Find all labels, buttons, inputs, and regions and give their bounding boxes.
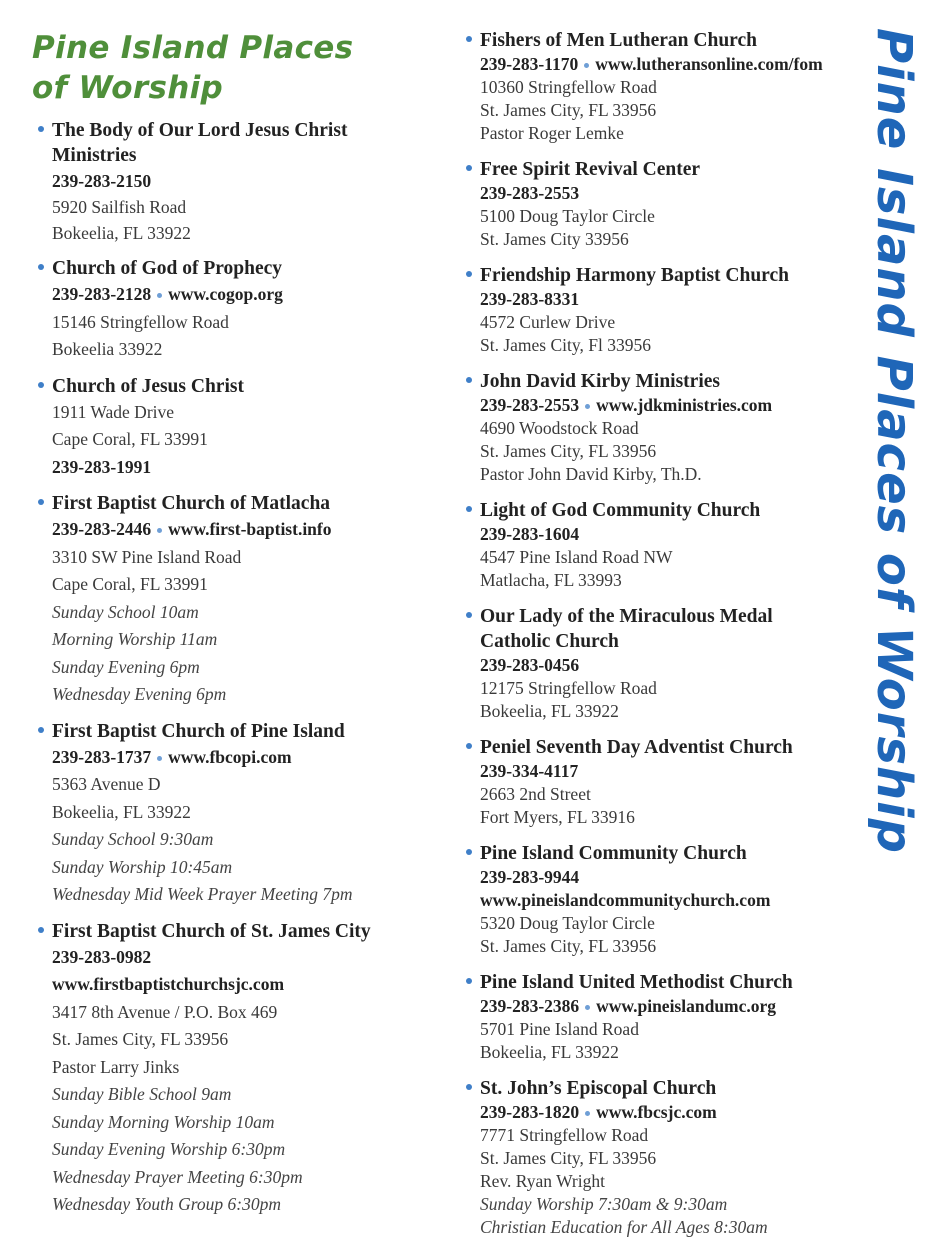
address-line: St. James City, FL 33956 xyxy=(480,1148,657,1168)
bullet-icon xyxy=(466,165,472,171)
contact-line xyxy=(52,281,434,309)
website-link[interactable]: www.first-baptist.info xyxy=(168,519,332,539)
service-time: Morning Worship 11am xyxy=(52,629,218,649)
side-title: Pine Island Places of Worship xyxy=(866,28,922,854)
bullet-icon xyxy=(38,382,44,388)
address-line: 1911 Wade Drive xyxy=(52,401,175,422)
contact-line xyxy=(52,744,434,772)
church-name: Free Spirit Revival Center xyxy=(480,159,701,180)
church-entry xyxy=(34,374,434,482)
contact-line xyxy=(480,394,857,417)
separator-dot-icon xyxy=(585,404,590,409)
service-time: Sunday School 10am xyxy=(52,601,199,622)
address-line: Pastor John David Kirby, Th.D. xyxy=(480,464,702,484)
church-entry xyxy=(462,735,857,829)
website-link[interactable]: www.pineislandcommunitychurch.com xyxy=(480,890,771,910)
address-line: St. James City, Fl 33956 xyxy=(480,335,651,355)
website-link[interactable]: www.cogop.org xyxy=(168,284,283,304)
page-title-line-1: Pine Island Places xyxy=(32,30,354,66)
address-line: 5920 Sailfish Road xyxy=(52,197,187,217)
service-time: Sunday Worship 7:30am & 9:30am xyxy=(480,1194,728,1214)
church-name: Fishers of Men Lutheran Church xyxy=(480,30,757,51)
church-entry xyxy=(462,604,857,723)
phone-number: 239-283-0456 xyxy=(480,655,580,675)
phone-number: 239-283-1820 xyxy=(480,1102,580,1122)
website-link[interactable]: www.pineislandumc.org xyxy=(596,996,777,1016)
phone-number: 239-283-9944 xyxy=(480,867,580,887)
bullet-icon xyxy=(38,126,44,132)
church-name: John David Kirby Ministries xyxy=(480,371,720,392)
church-name: Catholic Church xyxy=(480,631,619,652)
address-line: 2663 2nd Street xyxy=(480,784,591,804)
service-time: Sunday Worship 10:45am xyxy=(52,856,233,877)
address-line: St. James City, FL 33956 xyxy=(480,441,657,461)
church-entry xyxy=(462,970,857,1064)
church-name: Light of God Community Church xyxy=(480,500,761,521)
right-column xyxy=(462,28,857,1251)
phone-number: 239-283-2386 xyxy=(480,996,580,1016)
website-link[interactable]: www.lutheransonline.com/fom xyxy=(595,54,823,74)
bullet-icon xyxy=(38,727,44,733)
phone-number: 239-283-2446 xyxy=(52,519,152,539)
bullet-icon xyxy=(466,612,472,618)
address-line: 7771 Stringfellow Road xyxy=(480,1125,649,1145)
side-banner xyxy=(866,28,922,868)
bullet-icon xyxy=(38,264,44,270)
church-entry xyxy=(462,1076,857,1239)
address-line: St. James City, FL 33956 xyxy=(480,100,657,120)
church-name: Church of Jesus Christ xyxy=(52,375,244,397)
separator-dot-icon xyxy=(157,756,162,761)
website-link[interactable]: www.fbcsjc.com xyxy=(596,1102,717,1122)
address-line: Bokeelia, FL 33922 xyxy=(480,701,619,721)
service-time: Wednesday Evening 6pm xyxy=(52,684,227,704)
bullet-icon xyxy=(466,849,472,855)
bullet-icon xyxy=(466,978,472,984)
address-line: 3310 SW Pine Island Road xyxy=(52,546,242,567)
phone-number: 239-283-2553 xyxy=(480,183,580,203)
bullet-icon xyxy=(38,927,44,933)
bullet-icon xyxy=(466,506,472,512)
church-entry xyxy=(462,841,857,958)
address-line: Cape Coral, FL 33991 xyxy=(52,574,208,594)
church-name: Friendship Harmony Baptist Church xyxy=(480,265,789,286)
service-time: Sunday School 9:30am xyxy=(52,829,214,849)
page-title xyxy=(32,28,353,108)
bullet-icon xyxy=(466,271,472,277)
separator-dot-icon xyxy=(585,1005,590,1010)
church-name: Pine Island Community Church xyxy=(480,843,747,864)
address-line: St. James City 33956 xyxy=(480,229,629,249)
service-time: Wednesday Youth Group 6:30pm xyxy=(52,1194,281,1214)
service-time: Sunday Evening Worship 6:30pm xyxy=(52,1139,286,1159)
service-time: Christian Education for All Ages 8:30am xyxy=(480,1217,768,1237)
church-entry xyxy=(34,256,434,364)
church-entry xyxy=(34,919,434,1219)
bullet-icon xyxy=(466,1084,472,1090)
church-entry xyxy=(462,263,857,357)
church-name: St. John’s Episcopal Church xyxy=(480,1078,717,1099)
page-title-line-2: of Worship xyxy=(32,70,223,106)
church-name: First Baptist Church of St. James City xyxy=(52,920,371,942)
contact-line xyxy=(480,53,857,76)
phone-number: 239-283-8331 xyxy=(480,289,580,309)
address-line: Pastor Roger Lemke xyxy=(480,123,624,143)
address-line: Bokeelia, FL 33922 xyxy=(480,1042,619,1062)
website-link[interactable]: www.fbcopi.com xyxy=(168,746,292,767)
separator-dot-icon xyxy=(585,1111,590,1116)
church-name: Peniel Seventh Day Adventist Church xyxy=(480,737,793,758)
church-name: Ministries xyxy=(52,145,137,166)
phone-number: 239-334-4117 xyxy=(480,761,579,781)
left-column xyxy=(34,118,434,1229)
church-name: The Body of Our Lord Jesus Christ xyxy=(52,120,348,141)
address-line: Fort Myers, FL 33916 xyxy=(480,807,635,827)
service-time: Sunday Morning Worship 10am xyxy=(52,1111,275,1132)
address-line: 5363 Avenue D xyxy=(52,774,161,794)
service-time: Wednesday Mid Week Prayer Meeting 7pm xyxy=(52,884,353,904)
church-entry xyxy=(462,28,857,145)
bullet-icon xyxy=(38,499,44,505)
address-line: Rev. Ryan Wright xyxy=(480,1171,605,1191)
church-entry xyxy=(462,369,857,486)
address-line: 5100 Doug Taylor Circle xyxy=(480,206,655,226)
church-entry xyxy=(462,498,857,592)
website-link[interactable]: www.firstbaptistchurchsjc.com xyxy=(52,974,285,994)
church-name: Pine Island United Methodist Church xyxy=(480,972,793,993)
church-name: First Baptist Church of Matlacha xyxy=(52,493,331,514)
church-name: Our Lady of the Miraculous Medal xyxy=(480,606,773,627)
service-time: Wednesday Prayer Meeting 6:30pm xyxy=(52,1166,303,1187)
church-name: Church of God of Prophecy xyxy=(52,258,283,279)
phone-number: 239-283-0982 xyxy=(52,946,152,967)
address-line: Bokeelia 33922 xyxy=(52,339,163,359)
phone-number: 239-283-2553 xyxy=(480,395,580,415)
phone-number: 239-283-1991 xyxy=(52,456,152,477)
phone-number: 239-283-2128 xyxy=(52,284,152,304)
address-line: 4690 Woodstock Road xyxy=(480,418,639,438)
address-line: Matlacha, FL 33993 xyxy=(480,570,622,590)
church-entry xyxy=(34,719,434,909)
bullet-icon xyxy=(466,377,472,383)
contact-line xyxy=(52,516,434,544)
address-line: 4572 Curlew Drive xyxy=(480,312,616,332)
service-time: Sunday Bible School 9am xyxy=(52,1084,232,1104)
address-line: Bokeelia, FL 33922 xyxy=(52,223,191,243)
service-time: Sunday Evening 6pm xyxy=(52,656,200,677)
bullet-icon xyxy=(466,743,472,749)
separator-dot-icon xyxy=(157,293,162,298)
address-line: 15146 Stringfellow Road xyxy=(52,311,229,332)
address-line: 12175 Stringfellow Road xyxy=(480,678,657,698)
address-line: Cape Coral, FL 33991 xyxy=(52,429,208,449)
separator-dot-icon xyxy=(157,528,162,533)
church-entry xyxy=(462,157,857,251)
address-line: 5701 Pine Island Road xyxy=(480,1019,639,1039)
contact-line xyxy=(480,995,857,1018)
contact-line xyxy=(480,1101,857,1124)
separator-dot-icon xyxy=(584,63,589,68)
church-name: First Baptist Church of Pine Island xyxy=(52,720,345,742)
phone-number: 239-283-1170 xyxy=(480,54,579,74)
phone-number: 239-283-2150 xyxy=(52,171,152,191)
address-line: 5320 Doug Taylor Circle xyxy=(480,913,655,933)
bullet-icon xyxy=(466,36,472,42)
church-entry xyxy=(34,118,434,246)
address-line: Pastor Larry Jinks xyxy=(52,1056,180,1077)
address-line: St. James City, FL 33956 xyxy=(480,936,657,956)
address-line: Bokeelia, FL 33922 xyxy=(52,801,191,822)
address-line: 10360 Stringfellow Road xyxy=(480,77,657,97)
website-link[interactable]: www.jdkministries.com xyxy=(596,395,773,415)
phone-number: 239-283-1604 xyxy=(480,524,580,544)
church-entry xyxy=(34,491,434,709)
phone-number: 239-283-1737 xyxy=(52,746,152,767)
address-line: 3417 8th Avenue / P.O. Box 469 xyxy=(52,1001,278,1022)
address-line: St. James City, FL 33956 xyxy=(52,1029,229,1049)
address-line: 4547 Pine Island Road NW xyxy=(480,547,673,567)
